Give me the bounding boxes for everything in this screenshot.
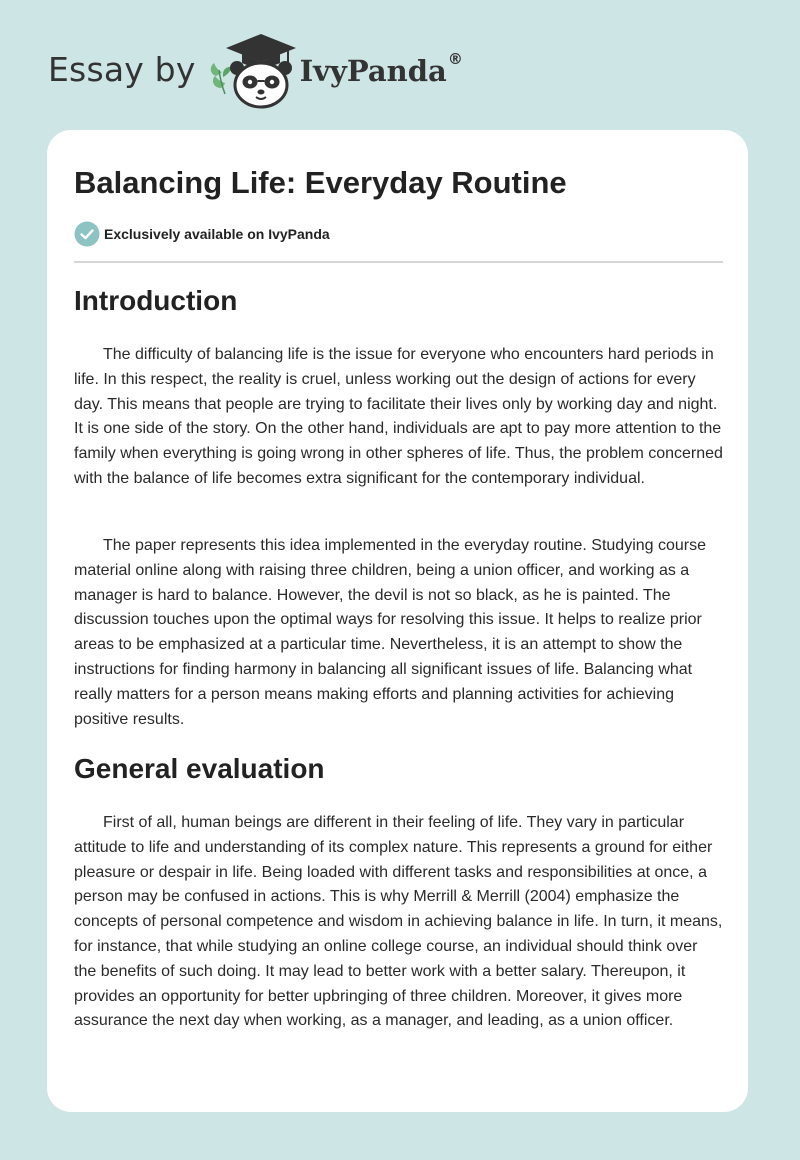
brand-name-text: IvyPanda — [299, 54, 447, 88]
paragraph: The difficulty of balancing life is the issue for everyone who encounters hard periods in life. In this respect, the reality is cruel, unless working out the design of actions for every day. This means that people are trying to facilitate their lives only by working day and night. It is one side of the story. On the other hand, individuals are apt to pay more attention to the family when everything is going wrong in other spheres of life. Thus, the problem concerned with the balance of life becomes extra significant for the contemporary individual. — [74, 346, 723, 487]
registered-mark: ® — [447, 50, 463, 68]
section-heading-introduction: Introduction — [74, 285, 238, 316]
brand-name — [299, 50, 463, 88]
brand-header[interactable] — [48, 30, 463, 110]
page-title: Balancing Life: Everyday Routine — [74, 165, 567, 200]
badge-text: Exclusively available on IvyPanda — [104, 226, 330, 242]
paragraph: First of all, human beings are different in their feeling of life. They vary in particular attitude to life and understanding of its complex nature. This represents a ground for either pleasure or despair in life. Being loaded with different tasks and responsibilities at once, a person may be confused in actions. This is why Merrill & Merrill (2004) emphasize the concepts of personal competence and wisdom in achieving balance in life. In turn, it means, for instance, that while studying an online college course, an individual should think over the benefits of such doing. It may lead to better work with a better salary. Thereupon, it provides an opportunity for better upbringing of three children. Moreover, it gives more assurance the next day when working, as a manager, and leading, as a union officer. — [74, 814, 723, 1030]
ivy-leaf-icon — [210, 63, 231, 94]
panda-graduate-icon — [206, 30, 300, 110]
check-circle-icon — [74, 221, 100, 247]
paragraph: The paper represents this idea implemented in the everyday routine. Studying course material online along with raising three children, being a union officer, and working as a manager is hard to balance. However, the devil is not so black, as he is painted. The discussion touches upon the optimal ways for resolving this issue. It helps to realize prior areas to be emphasized at a particular time. Nevertheless, it is an attempt to show the instructions for finding harmony in balancing all significant issues of life. Balancing what really matters for a person means making efforts and planning activities for achieving positive results. — [74, 537, 707, 728]
brand-prefix: Essay by — [48, 49, 196, 89]
divider — [74, 261, 723, 263]
exclusive-badge — [74, 221, 330, 247]
essay-card — [47, 130, 748, 1112]
section-heading-general-evaluation: General evaluation — [74, 753, 325, 784]
